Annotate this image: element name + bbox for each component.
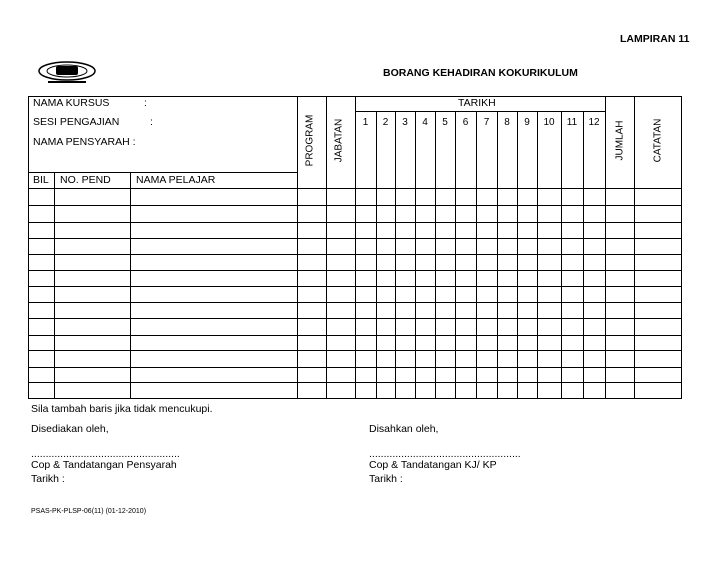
prepared-by-label: Disediakan oleh, — [31, 423, 109, 435]
no-header: BIL — [33, 174, 49, 186]
footer-note: Sila tambah baris jika tidak mencukupi. — [31, 403, 213, 415]
session-colon: : — [150, 116, 153, 128]
lecturer-date-label: Tarikh : — [31, 473, 65, 485]
table-row-line — [28, 172, 298, 173]
day-6-header: 6 — [462, 117, 469, 128]
day-10-header: 10 — [543, 117, 555, 128]
department-header: JABATAN — [333, 118, 345, 163]
day-3-header: 3 — [402, 117, 408, 128]
institution-logo-icon — [34, 57, 100, 87]
day-1-header: 1 — [362, 117, 369, 128]
student-name-header: NAMA PELAJAR — [136, 174, 216, 186]
day-column-line — [376, 111, 377, 398]
day-11-header: 11 — [566, 117, 578, 128]
total-header: JUMLAH — [614, 120, 626, 161]
date-header: TARIKH — [458, 97, 496, 109]
session-label: SESI PENGAJIAN — [33, 116, 120, 128]
day-7-header: 7 — [483, 117, 490, 128]
lecturer-label: NAMA PENSYARAH : — [33, 136, 136, 148]
day-column-line — [395, 111, 396, 398]
day-column-line — [537, 111, 538, 398]
day-12-header: 12 — [588, 117, 600, 128]
course-label: NAMA KURSUS — [33, 97, 110, 109]
day-9-header: 9 — [524, 117, 530, 128]
day-5-header: 5 — [442, 117, 448, 128]
form-title: BORANG KEHADIRAN KOKURIKULUM — [383, 67, 578, 79]
day-4-header: 4 — [422, 117, 428, 128]
appendix-label: LAMPIRAN 11 — [620, 33, 690, 45]
day-column-line — [476, 111, 477, 398]
head-signature-label: Cop & Tandatangan KJ/ KP — [369, 459, 497, 471]
day-8-header: 8 — [504, 117, 510, 128]
reg-no-header: NO. PEND — [60, 174, 111, 186]
day-column-line — [435, 111, 436, 398]
head-date-label: Tarikh : — [369, 473, 403, 485]
document-code: PSAS-PK-PLSP-06(11) (01-12-2010) — [31, 508, 147, 515]
course-colon: : — [144, 97, 147, 109]
day-column-line — [497, 111, 498, 398]
signature-line-right: .................................................... — [369, 448, 521, 460]
lecturer-signature-label: Cop & Tandatangan Pensyarah — [31, 459, 177, 471]
notes-header: CATATAN — [652, 118, 664, 163]
table-row-line — [28, 398, 682, 399]
day-column-line — [455, 111, 456, 398]
day-column-line — [583, 111, 584, 398]
day-column-line — [517, 111, 518, 398]
day-2-header: 2 — [382, 117, 389, 128]
signature-line-left: ................................................... — [31, 448, 180, 460]
day-column-line — [561, 111, 562, 398]
program-header: PROGRAM — [304, 114, 316, 167]
day-column-line — [415, 111, 416, 398]
approved-by-label: Disahkan oleh, — [369, 423, 439, 435]
